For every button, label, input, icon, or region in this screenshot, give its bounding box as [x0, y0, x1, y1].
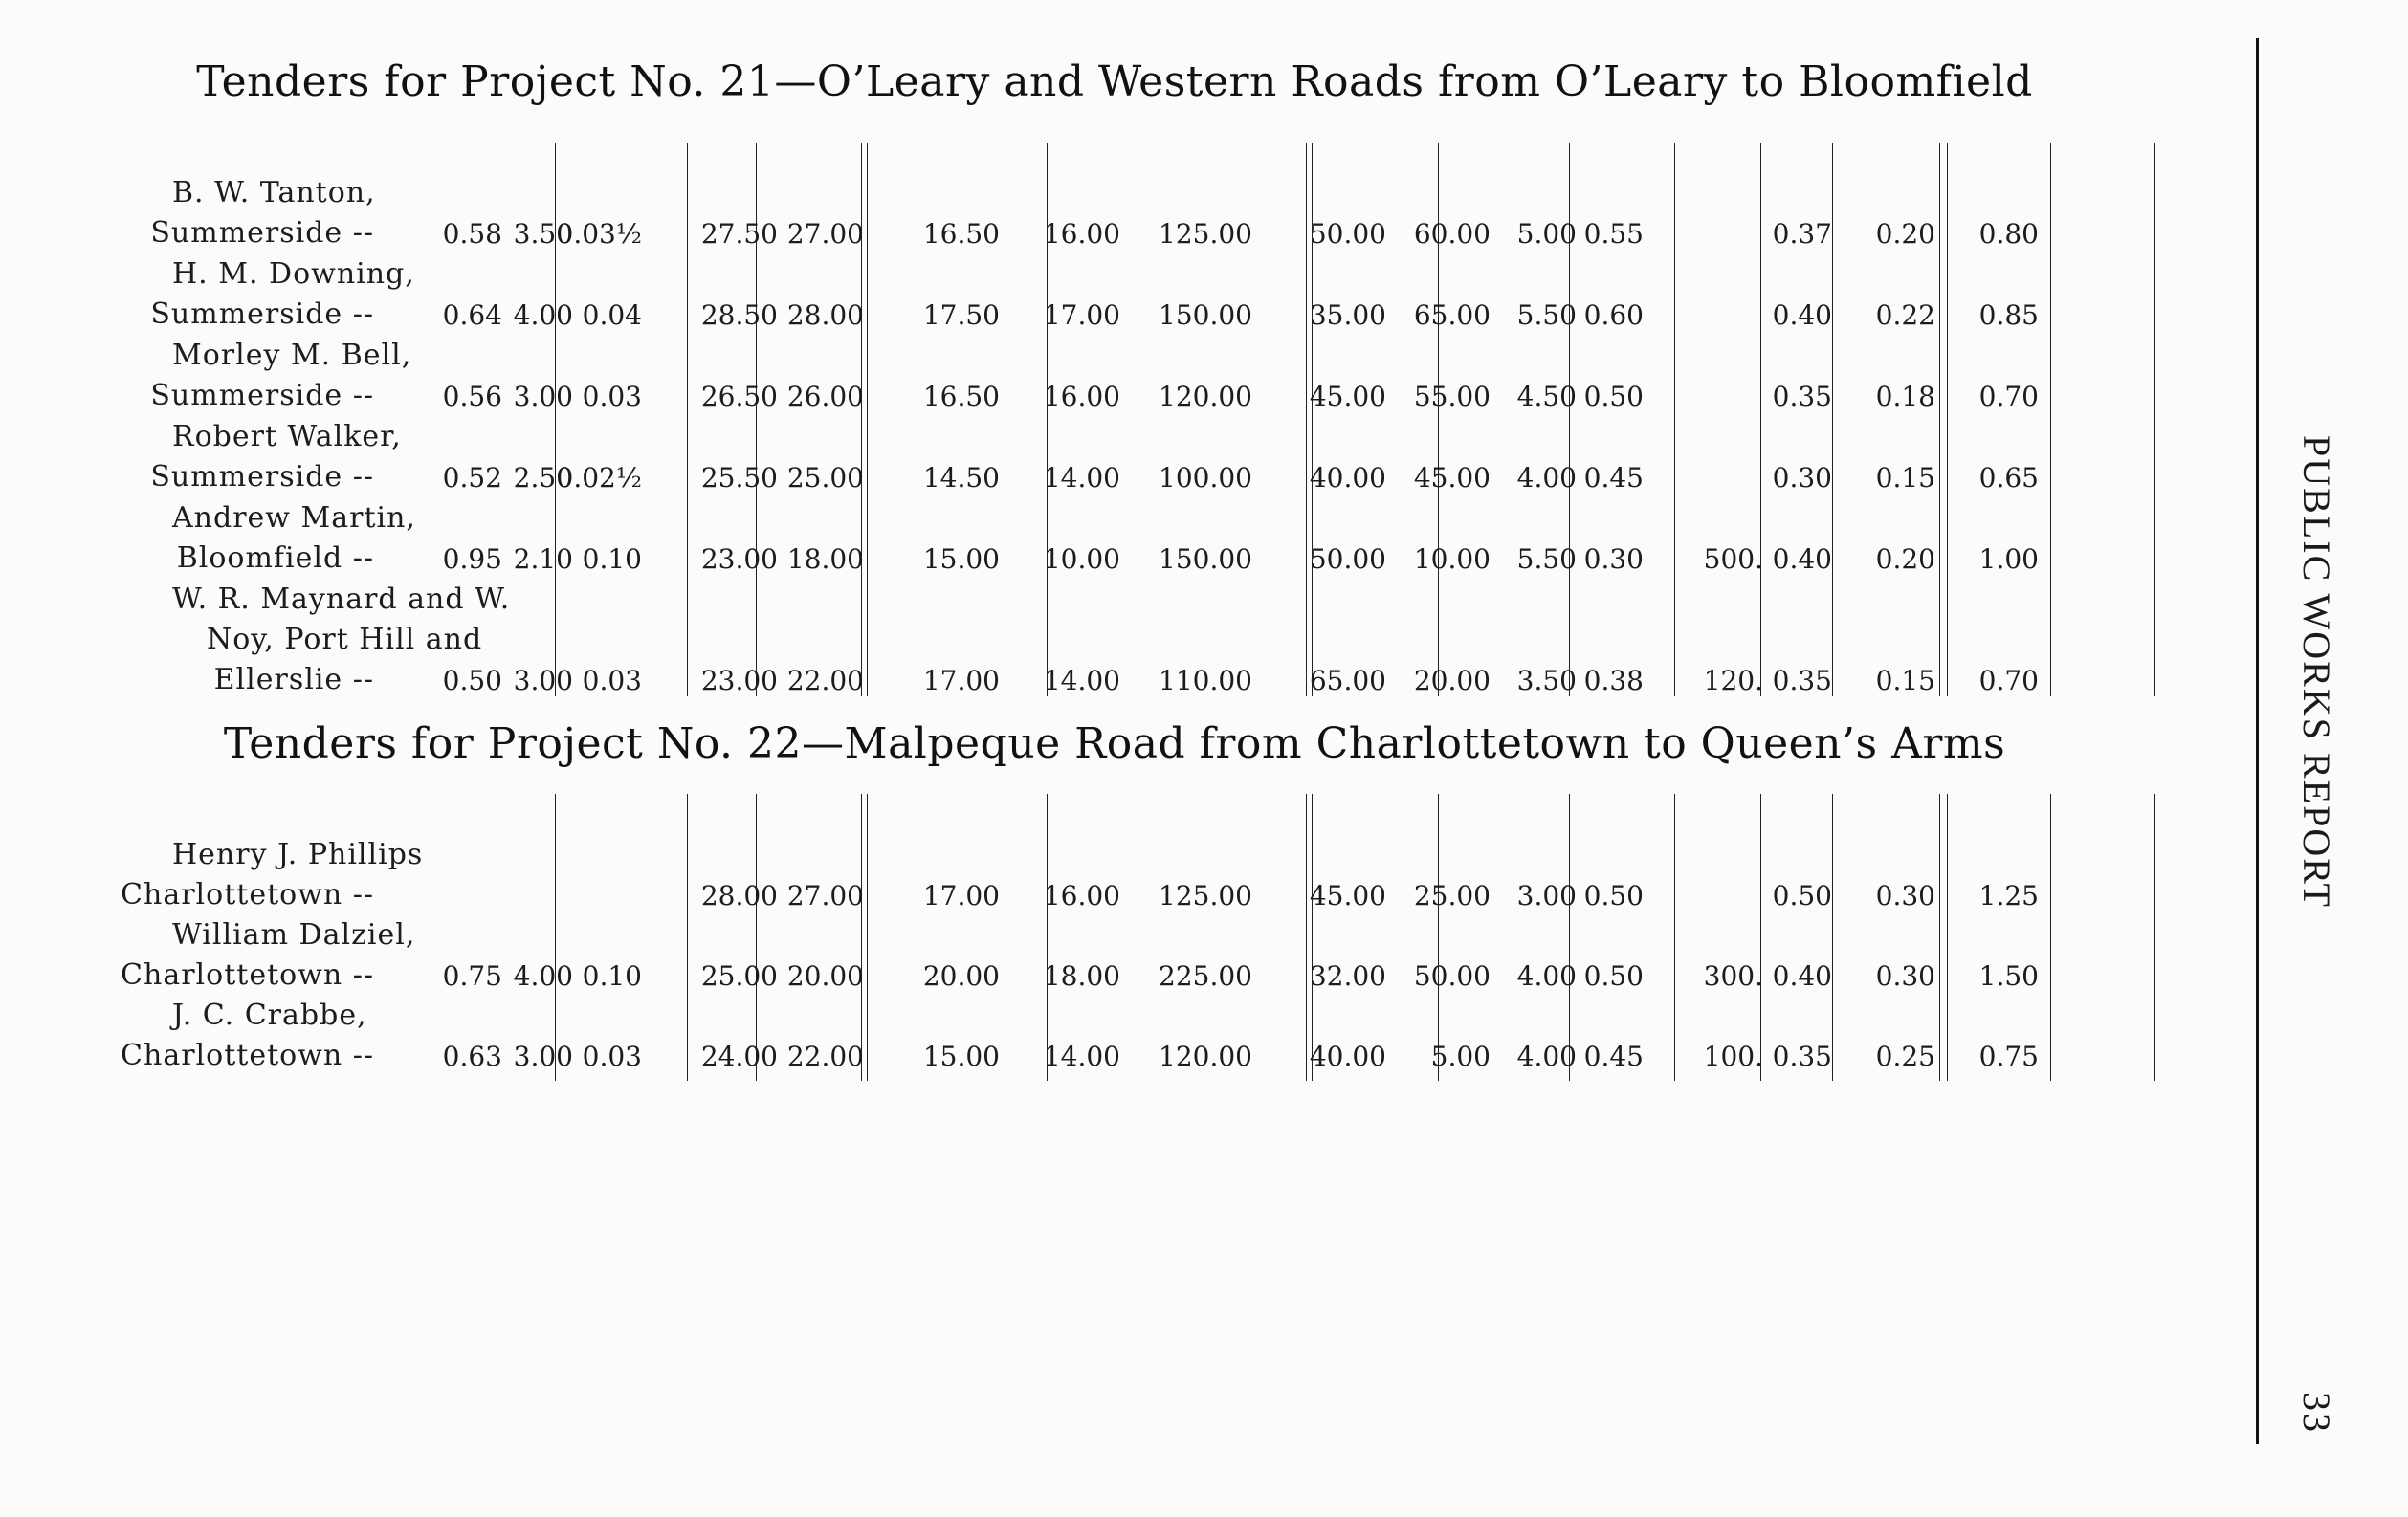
tender-price: 3.00 — [513, 665, 573, 696]
tender-price: 28.00 — [700, 880, 778, 912]
tender-price: 0.40 — [1772, 960, 1832, 992]
column-rule — [1569, 794, 1570, 1081]
tender-price: 4.00 — [1516, 960, 1577, 992]
tender-price: 0.60 — [1583, 299, 1644, 331]
column-rule — [1306, 794, 1307, 1081]
tender-price: 24.00 — [700, 1041, 778, 1072]
project-21-title: Tenders for Project No. 21—O’Leary and Western Roads from O’Leary to Bloomfield — [196, 57, 2033, 106]
tender-price: 0.02½ — [556, 462, 642, 494]
tender-price: 45.00 — [1413, 462, 1491, 494]
tenderer-location: Bloomfield -- — [176, 541, 374, 575]
tender-price: 3.00 — [1516, 880, 1577, 912]
tender-price: 1.00 — [1978, 543, 2039, 575]
tender-price: 225.00 — [1159, 960, 1252, 992]
tender-price: 65.00 — [1413, 299, 1491, 331]
tender-price: 35.00 — [1309, 299, 1386, 331]
tenderer-name: Robert Walker, — [172, 420, 402, 453]
tender-price: 0.10 — [582, 960, 642, 992]
tender-price: 27.00 — [786, 880, 864, 912]
tender-price: 25.00 — [786, 462, 864, 494]
column-rule — [1939, 794, 1940, 1081]
tender-price: 125.00 — [1159, 218, 1252, 250]
tender-price: 5.50 — [1516, 543, 1577, 575]
tender-price: 2.50 — [513, 462, 573, 494]
column-rule — [1947, 794, 1948, 1081]
column-rule — [1947, 143, 1948, 696]
tender-price: 3.00 — [513, 1041, 573, 1072]
tender-price: 500. — [1703, 543, 1763, 575]
column-rule — [2050, 143, 2051, 696]
tender-price: 0.65 — [1978, 462, 2039, 494]
tender-price: 0.75 — [442, 960, 502, 992]
tender-price: 0.85 — [1978, 299, 2039, 331]
tender-price: 0.15 — [1875, 462, 1935, 494]
tender-price: 20.00 — [922, 960, 1000, 992]
tender-price: 0.38 — [1583, 665, 1644, 696]
column-rule — [1832, 794, 1833, 1081]
column-rule — [1939, 143, 1940, 696]
column-rule — [1760, 794, 1761, 1081]
running-header: PUBLIC WORKS REPORT — [2295, 435, 2338, 909]
tenderer-name: Andrew Martin, — [172, 501, 416, 535]
tender-price: 1.25 — [1978, 880, 2039, 912]
tender-price: 14.00 — [1043, 1041, 1120, 1072]
tender-price: 0.35 — [1772, 665, 1832, 696]
column-rule — [1306, 143, 1307, 696]
tender-price: 14.50 — [922, 462, 1000, 494]
column-rule — [867, 143, 868, 696]
tenderer-location: Ellerslie -- — [213, 663, 374, 696]
tender-price: 3.00 — [513, 381, 573, 412]
column-rule — [1832, 143, 1833, 696]
tenderer-name: Henry J. Phillips — [172, 838, 424, 871]
tender-price: 5.00 — [1516, 218, 1577, 250]
tender-price: 1.50 — [1978, 960, 2039, 992]
tender-price: 16.00 — [1043, 381, 1120, 412]
tender-price: 4.00 — [513, 299, 573, 331]
tender-price: 0.58 — [442, 218, 502, 250]
column-rule — [555, 794, 556, 1081]
tender-price: 65.00 — [1309, 665, 1386, 696]
tender-price: 0.45 — [1583, 462, 1644, 494]
column-rule — [1760, 143, 1761, 696]
tender-price: 15.00 — [922, 1041, 1000, 1072]
tenderer-location: Charlottetown -- — [121, 958, 374, 992]
tenderer-location: Charlottetown -- — [121, 1039, 374, 1072]
tender-price: 25.50 — [700, 462, 778, 494]
tender-price: 25.00 — [1413, 880, 1491, 912]
column-rule — [2154, 143, 2155, 696]
tender-price: 55.00 — [1413, 381, 1491, 412]
tender-price: 26.50 — [700, 381, 778, 412]
tender-price: 0.50 — [1583, 381, 1644, 412]
tender-price: 5.50 — [1516, 299, 1577, 331]
project-22-title: Tenders for Project No. 22—Malpeque Road from Charlottetown to Queen’s Arms — [223, 719, 2006, 768]
column-rule — [1312, 794, 1313, 1081]
tender-price: 0.30 — [1875, 960, 1935, 992]
tender-price: 0.10 — [582, 543, 642, 575]
tender-price: 28.50 — [700, 299, 778, 331]
tender-price: 0.95 — [442, 543, 502, 575]
tender-price: 0.03 — [582, 665, 642, 696]
column-rule — [861, 794, 862, 1081]
tender-price: 0.03 — [582, 381, 642, 412]
tender-price: 22.00 — [786, 1041, 864, 1072]
tender-price: 0.40 — [1772, 543, 1832, 575]
column-rule — [1674, 794, 1675, 1081]
tender-price: 0.40 — [1772, 299, 1832, 331]
tenderer-location: Summerside -- — [150, 379, 374, 412]
tender-price: 0.80 — [1978, 218, 2039, 250]
tender-price: 4.00 — [513, 960, 573, 992]
tender-price: 0.45 — [1583, 1041, 1644, 1072]
tender-price: 17.00 — [922, 880, 1000, 912]
tender-price: 10.00 — [1043, 543, 1120, 575]
tender-price: 22.00 — [786, 665, 864, 696]
tender-price: 17.00 — [1043, 299, 1120, 331]
tenderer-location: Summerside -- — [150, 460, 374, 494]
tender-price: 0.70 — [1978, 381, 2039, 412]
tender-price: 100.00 — [1159, 462, 1252, 494]
tenderer-location: Summerside -- — [150, 216, 374, 250]
tenderer-name: B. W. Tanton, — [172, 176, 376, 209]
tender-price: 20.00 — [786, 960, 864, 992]
tender-price: 0.15 — [1875, 665, 1935, 696]
tender-price: 40.00 — [1309, 1041, 1386, 1072]
tender-price: 17.00 — [922, 665, 1000, 696]
tender-price: 4.00 — [1516, 1041, 1577, 1072]
tender-price: 14.00 — [1043, 665, 1120, 696]
tender-price: 4.00 — [1516, 462, 1577, 494]
tender-price: 0.64 — [442, 299, 502, 331]
tender-price: 0.52 — [442, 462, 502, 494]
tender-price: 0.03 — [582, 1041, 642, 1072]
tender-price: 0.50 — [1583, 880, 1644, 912]
tender-price: 50.00 — [1309, 543, 1386, 575]
tender-price: 23.00 — [700, 543, 778, 575]
tender-price: 110.00 — [1159, 665, 1252, 696]
column-rule — [2154, 794, 2155, 1081]
tender-price: 16.00 — [1043, 880, 1120, 912]
tender-price: 5.00 — [1430, 1041, 1491, 1072]
tenderer-name-cont: Noy, Port Hill and — [207, 623, 483, 656]
tender-price: 40.00 — [1309, 462, 1386, 494]
tender-price: 0.56 — [442, 381, 502, 412]
tender-price: 32.00 — [1309, 960, 1386, 992]
tender-price: 0.35 — [1772, 1041, 1832, 1072]
tender-price: 0.20 — [1875, 218, 1935, 250]
tender-price: 26.00 — [786, 381, 864, 412]
tender-price: 0.25 — [1875, 1041, 1935, 1072]
tender-price: 120.00 — [1159, 381, 1252, 412]
tender-price: 125.00 — [1159, 880, 1252, 912]
tenderer-name: H. M. Downing, — [172, 257, 415, 291]
column-rule — [2050, 794, 2051, 1081]
tender-price: 17.50 — [922, 299, 1000, 331]
tender-price: 0.30 — [1875, 880, 1935, 912]
tender-price: 3.50 — [1516, 665, 1577, 696]
tender-price: 0.22 — [1875, 299, 1935, 331]
tender-price: 150.00 — [1159, 299, 1252, 331]
tender-price: 18.00 — [786, 543, 864, 575]
tender-price: 10.00 — [1413, 543, 1491, 575]
tenderer-location: Charlottetown -- — [121, 878, 374, 912]
tenderer-name: William Dalziel, — [172, 918, 416, 952]
tender-price: 27.00 — [786, 218, 864, 250]
margin-rule — [2256, 38, 2259, 1444]
tender-price: 120.00 — [1159, 1041, 1252, 1072]
column-rule — [1438, 794, 1439, 1081]
tender-price: 0.20 — [1875, 543, 1935, 575]
tender-price: 0.70 — [1978, 665, 2039, 696]
tender-price: 0.55 — [1583, 218, 1644, 250]
tender-price: 4.50 — [1516, 381, 1577, 412]
tender-price: 0.37 — [1772, 218, 1832, 250]
tender-price: 25.00 — [700, 960, 778, 992]
tender-price: 0.30 — [1583, 543, 1644, 575]
tender-price: 3.50 — [513, 218, 573, 250]
tender-price: 15.00 — [922, 543, 1000, 575]
tender-price: 2.10 — [513, 543, 573, 575]
tenderer-name: W. R. Maynard and W. — [172, 583, 511, 616]
page-number: 33 — [2295, 1392, 2338, 1434]
tender-price: 0.63 — [442, 1041, 502, 1072]
tender-price: 0.18 — [1875, 381, 1935, 412]
tender-price: 100. — [1703, 1041, 1763, 1072]
column-rule — [1674, 143, 1675, 696]
tender-price: 0.04 — [582, 299, 642, 331]
column-rule — [867, 794, 868, 1081]
tender-price: 300. — [1703, 960, 1763, 992]
tenderer-name: J. C. Crabbe, — [172, 999, 367, 1032]
tenderer-location: Summerside -- — [150, 297, 374, 331]
tender-price: 14.00 — [1043, 462, 1120, 494]
tender-price: 16.50 — [922, 381, 1000, 412]
column-rule — [756, 794, 757, 1081]
tender-price: 23.00 — [700, 665, 778, 696]
tender-price: 0.75 — [1978, 1041, 2039, 1072]
tender-price: 27.50 — [700, 218, 778, 250]
tenderer-name: Morley M. Bell, — [172, 339, 412, 372]
column-rule — [1047, 794, 1048, 1081]
tender-price: 20.00 — [1413, 665, 1491, 696]
tender-price: 45.00 — [1309, 381, 1386, 412]
tender-price: 0.35 — [1772, 381, 1832, 412]
tender-price: 0.50 — [442, 665, 502, 696]
tender-price: 0.30 — [1772, 462, 1832, 494]
tender-price: 16.50 — [922, 218, 1000, 250]
tender-price: 150.00 — [1159, 543, 1252, 575]
tender-price: 16.00 — [1043, 218, 1120, 250]
tender-price: 50.00 — [1413, 960, 1491, 992]
tender-price: 45.00 — [1309, 880, 1386, 912]
tender-price: 0.50 — [1772, 880, 1832, 912]
column-rule — [687, 794, 688, 1081]
tender-price: 28.00 — [786, 299, 864, 331]
tender-price: 120. — [1703, 665, 1763, 696]
tender-price: 50.00 — [1309, 218, 1386, 250]
tender-price: 0.03½ — [556, 218, 642, 250]
tender-price: 0.50 — [1583, 960, 1644, 992]
tender-price: 60.00 — [1413, 218, 1491, 250]
tender-price: 18.00 — [1043, 960, 1120, 992]
column-rule — [687, 143, 688, 696]
